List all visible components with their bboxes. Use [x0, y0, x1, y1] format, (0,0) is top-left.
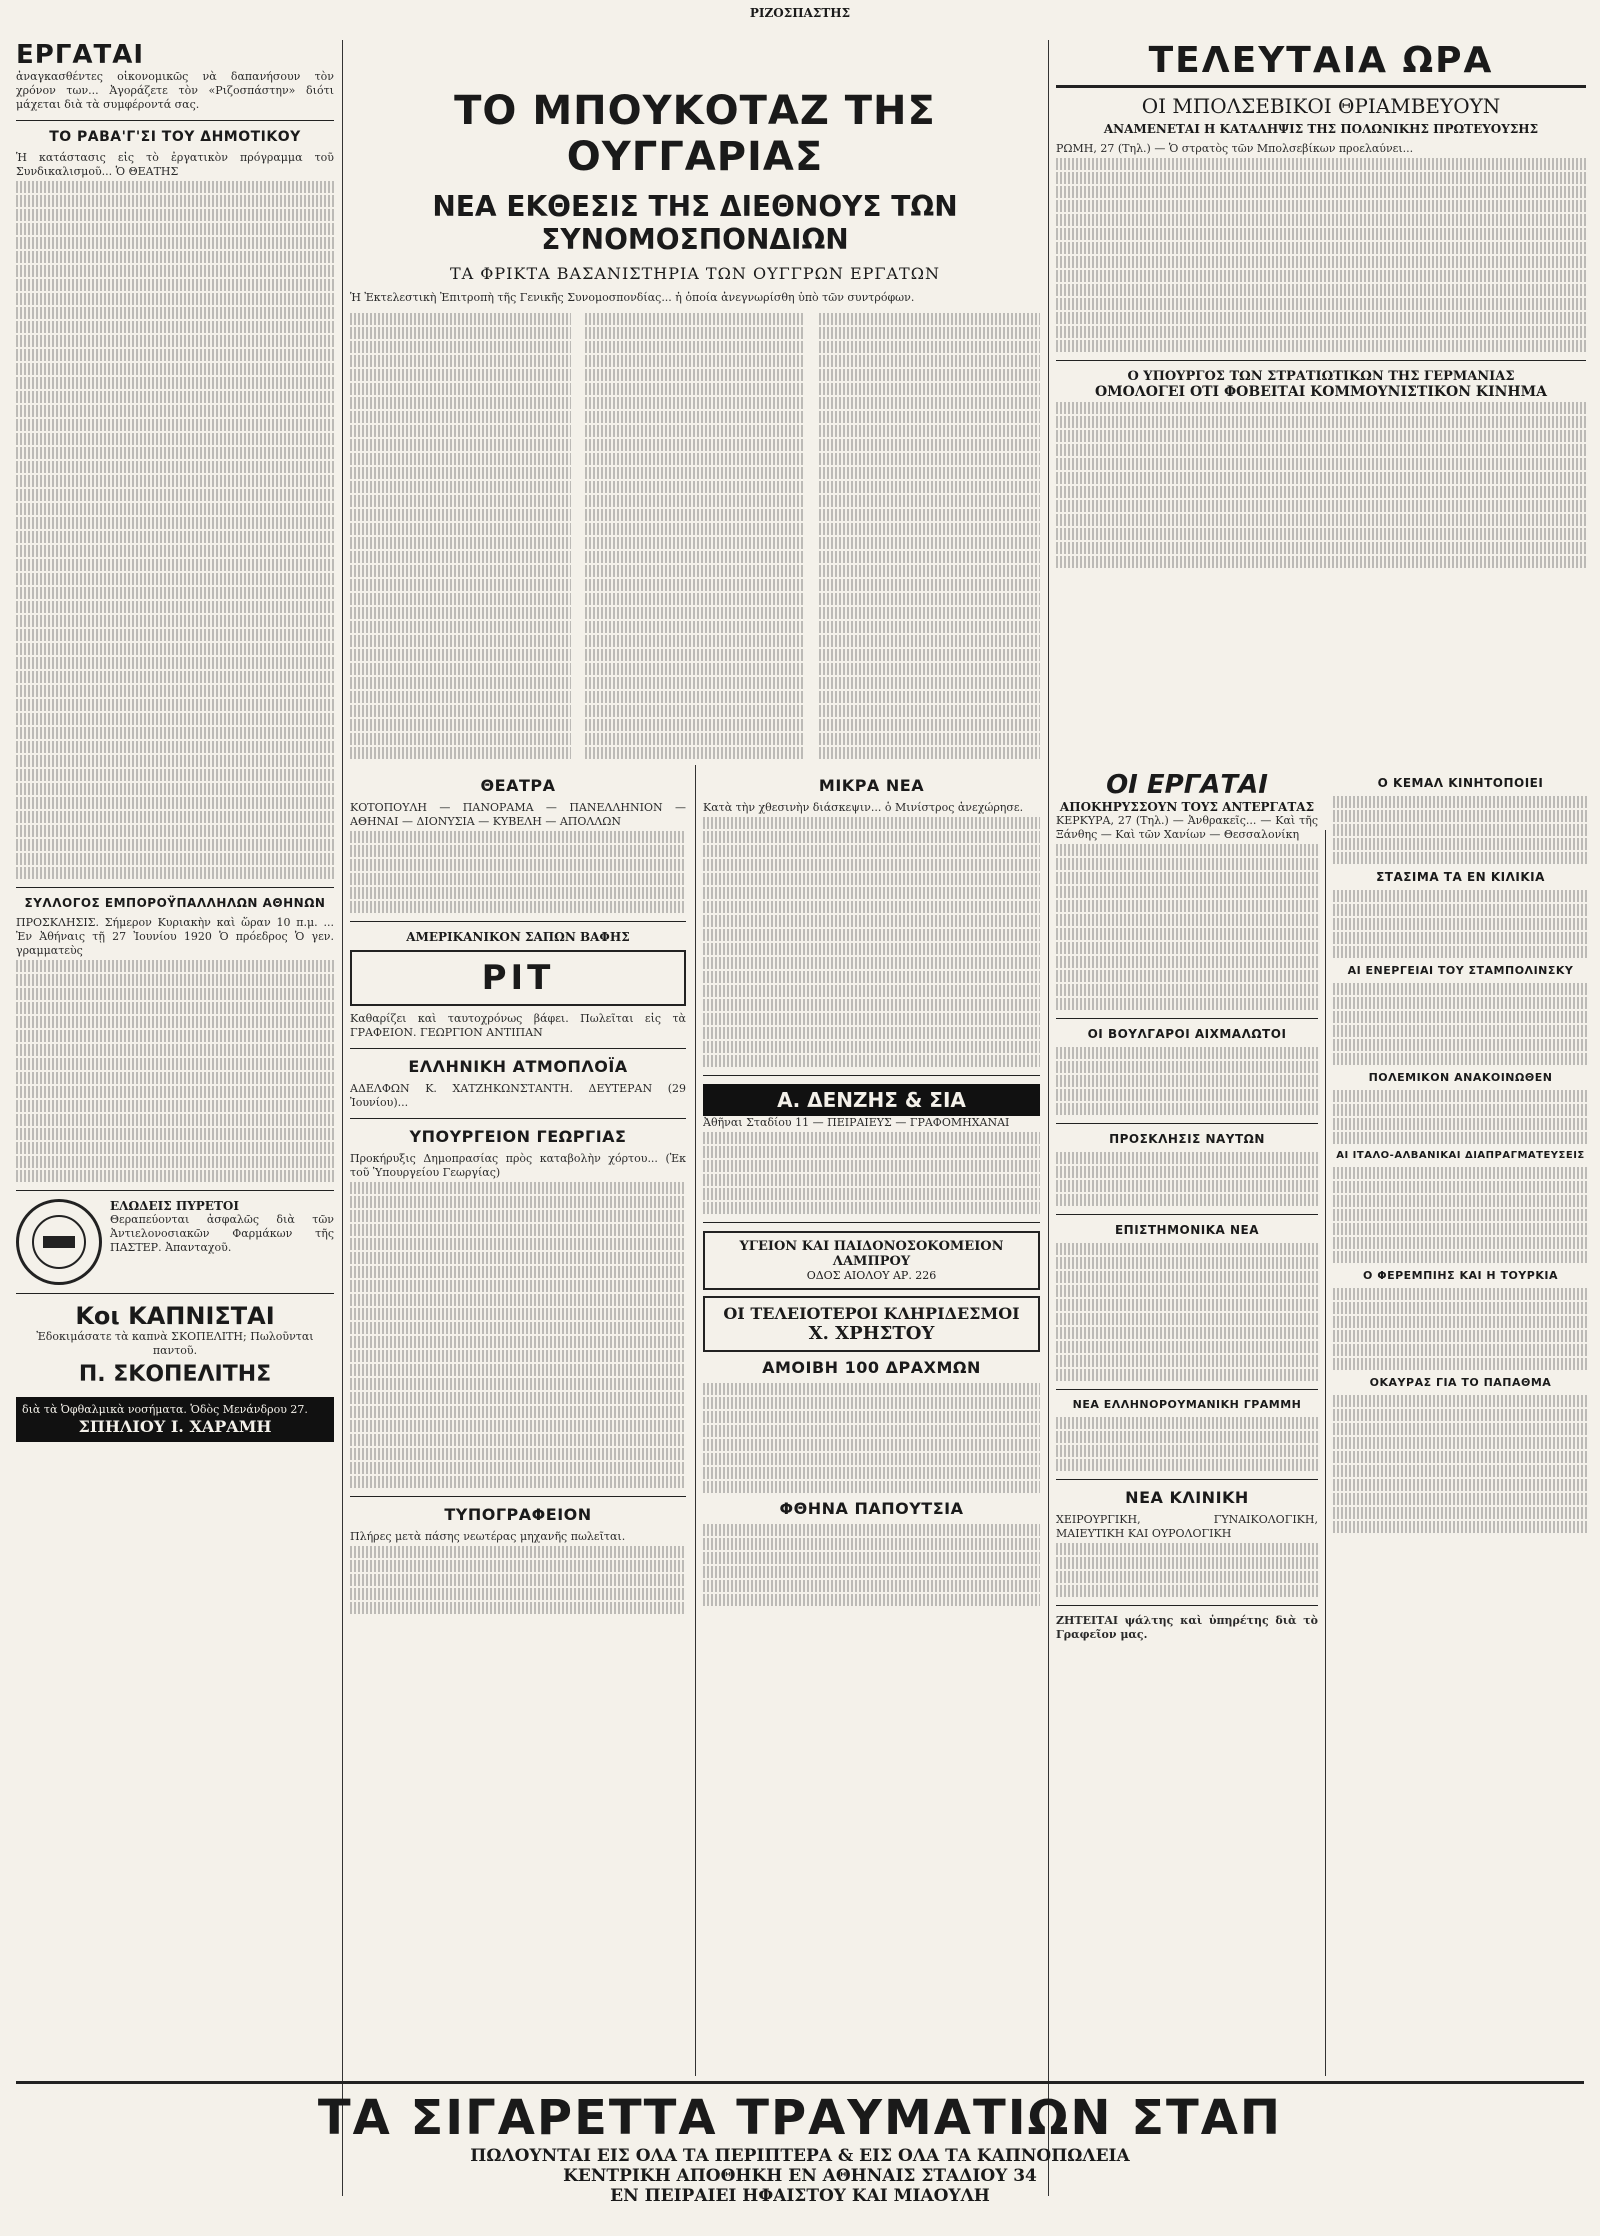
- column-4: [1056, 770, 1318, 2076]
- denizis-body: Ἀθῆναι Σταδίου 11 — ΠΕΙΡΑΙΕΥΣ — ΓΡΑΦΟΜΗΧΑΝΑΙ: [703, 1116, 1010, 1129]
- germanias-subheading: ΟΜΟΛΟΓΕΙ ΟΤΙ ΦΟΒΕΙΤΑΙ ΚΟΜΜΟΥΝΙΣΤΙΚΟΝ ΚΙΝΗΜΑ: [1094, 384, 1548, 400]
- tag-line: ΤΑ ΦΡΙΚΤΑ ΒΑΣΑΝΙΣΤΗΡΙΑ ΤΩΝ ΟΥΓΓΡΩΝ ΕΡΓΑΤΩΝ: [449, 264, 940, 283]
- headline-block: [350, 40, 1040, 760]
- footer-big-ad: ΤΑ ΣΙΓΑΡΕΤΤΑ ΤΡΑΥΜΑΤΙΩΝ ΣΤΑΠ: [317, 2090, 1283, 2146]
- ergatai-body-2: ΚΕΡΚΥΡΑ, 27 (Τηλ.) — Ἀνθρακεῖς... — Καὶ τῆς Ξάνθης — Καὶ τῶν Χανίων — Θεσσαλονίκη: [1056, 814, 1318, 841]
- kliniki-body: ΧΕΙΡΟΥΡΓΙΚΗ, ΓΥΝΑΙΚΟΛΟΓΙΚΗ, ΜΑΙΕΥΤΙΚΗ ΚΑΙ ΟΥΡΟΛΟΓΙΚΗ: [1056, 1513, 1318, 1540]
- ergatai-subheading: ΑΠΟΚΗΡΥΣΣΟΥΝ ΤΟΥΣ ΑΝΤΕΡΓΑΤΑΣ: [1059, 800, 1315, 814]
- footer-line-2: ΚΕΝΤΡΙΚΗ ΑΠΟΘΗΚΗ ΕΝ ΑΘΗΝΑΙΣ ΣΤΑΔΙΟΥ 34: [563, 2166, 1037, 2186]
- teleftaia-heading: ΤΕΛΕΥΤΑΙΑ ΩΡΑ: [1056, 40, 1586, 88]
- zitoutai-4: ΖΗΤΕΙΤΑΙ ψάλτης καὶ ὑπηρέτης διὰ τὸ Γραφεῖον μας.: [1056, 1614, 1318, 1641]
- column-3: [703, 770, 1040, 2076]
- denizis-heading: Α. ΔΕΝΖΗΣ & ΣΙΑ: [703, 1084, 1040, 1116]
- text-column: [16, 960, 334, 1182]
- mikra-nea-body: Κατὰ τὴν χθεσινὴν διάσκεψιν... ὁ Μινίστρος ἀνεχώρησε.: [703, 801, 1024, 814]
- amoivi-heading: ΑΜΟΙΒΗ 100 ΔΡΑΧΜΩΝ: [762, 1358, 981, 1377]
- bolshevikoi-body: ΡΩΜΗ, 27 (Τηλ.) — Ὁ στρατὸς τῶν Μπολσεβίκων προελαύνει...: [1056, 142, 1414, 155]
- top-article-columns: [350, 311, 1040, 760]
- spilaiou-body: διὰ τὰ Ὀφθαλμικὰ νοσήματα. Ὁδὸς Μενάνδρου 27.: [22, 1403, 308, 1416]
- pyretoi-body: Θεραπεύονται ἀσφαλῶς διὰ τῶν Ἀντιελονοσιακῶν Φαρμάκων τῆς ΠΑΣΤΕΡ. Ἀπανταχοῦ.: [110, 1213, 334, 1254]
- top-article-body: Ἡ Ἐκτελεστικὴ Ἐπιτροπὴ τῆς Γενικῆς Συνομοσπονδίας... ἡ ὁποία ἀνεγνωρίσθη ὑπὸ τῶν συντρόφων.: [350, 291, 915, 304]
- kleidia-heading: ΟΙ ΤΕΛΕΙΟΤΕΡΟΙ ΚΛΗΡΙΔΕΣΜΟΙ: [723, 1304, 1020, 1323]
- ergatai-big-heading: ΟΙ ΕΡΓΑΤΑΙ: [1106, 770, 1268, 800]
- skopelitis-name: Π. ΣΚΟΠΕΛΙΤΗΣ: [78, 1362, 272, 1387]
- amerikanikon-label: ΑΜΕΡΙΚΑΝΙΚΟΝ ΣΑΠΩΝ ΒΑΦΗΣ: [406, 930, 630, 944]
- column-1: [16, 40, 334, 2076]
- top-headline: ΤΟ ΜΠΟΥΚΟΤΑΖ ΤΗΣ ΟΥΓΓΑΡΙΑΣ: [454, 88, 936, 180]
- ferempiis-heading: Ο ΦΕΡΕΜΠΙΗΣ ΚΑΙ Η ΤΟΥΡΚΙΑ: [1363, 1269, 1558, 1282]
- theatra-body: ΚΟΤΟΠΟΥΛΗ — ΠΑΝΟΡΑΜΑ — ΠΑΝΕΛΛΗΝΙΟΝ — ΑΘΗΝΑΙ — ΔΙΟΝΥΣΙΑ — ΚΥΒΕΛΗ — ΑΠΟΛΛΩΝ: [350, 801, 686, 828]
- georgias-heading: ΥΠΟΥΡΓΕΙΟΝ ΓΕΩΡΓΙΑΣ: [409, 1127, 627, 1146]
- kemal-heading: Ο ΚΕΜΑΛ ΚΙΝΗΤΟΠΟΙΕΙ: [1377, 776, 1544, 790]
- bolshevikoi-subheading: ΑΝΑΜΕΝΕΤΑΙ Η ΚΑΤΑΛΗΨΙΣ ΤΗΣ ΠΟΛΩΝΙΚΗΣ ΠΡΩΤΕΥΟΥΣΗΣ: [1103, 122, 1539, 136]
- typografeion-body: Πλήρες μετὰ πάσης νεωτέρας μηχανῆς πωλεῖται.: [350, 1530, 626, 1543]
- fthina-heading: ΦΘΗΝΑ ΠΑΠΟΥΤΣΙΑ: [779, 1499, 964, 1518]
- georgias-body: Προκήρυξις Δημοπρασίας πρὸς καταβολὴν χόρτου... (Ἐκ τοῦ Ὑπουργείου Γεωργίας): [350, 1152, 686, 1179]
- naftes-heading: ΠΡΟΣΚΛΗΣΙΣ ΝΑΥΤΩΝ: [1109, 1132, 1265, 1146]
- rit-brand: ΡΙΤ: [350, 950, 686, 1006]
- column-2: [350, 770, 686, 2076]
- text-column: [16, 181, 334, 879]
- spilaiou-ad: [16, 1397, 334, 1442]
- anakoinosis-heading: ΠΟΛΕΜΙΚΟΝ ΑΝΑΚΟΙΝΩΘΕΝ: [1368, 1071, 1553, 1084]
- atmoploia-heading: ΕΛΛΗΝΙΚΗ ΑΤΜΟΠΛΟΪΑ: [408, 1057, 628, 1076]
- footer-line-3: ΕΝ ΠΕΙΡΑΙΕΙ ΗΦΑΙΣΤΟΥ ΚΑΙ ΜΙΑΟΥΛΗ: [610, 2186, 990, 2206]
- sub-headline: ΝΕΑ ΕΚΘΕΣΙΣ ΤΗΣ ΔΙΕΘΝΟΥΣ ΤΩΝ ΣΥΝΟΜΟΣΠΟΝΔΙΩΝ: [432, 190, 958, 256]
- christou-name: Χ. ΧΡΗΣΤΟΥ: [808, 1323, 935, 1344]
- stasima-heading: ΣΤΑΣΙΜΑ ΤΑ ΕΝ ΚΙΛΙΚΙΑ: [1376, 870, 1545, 884]
- atmoploia-body: ΑΔΕΛΦΩΝ Κ. ΧΑΤΖΗΚΩΝΣΤΑΝΤΗ. ΔΕΥΤΕΡΑΝ (29 Ἰουνίου)...: [350, 1082, 686, 1109]
- kapnistai-body: Ἐδοκιμάσατε τὰ καπνὰ ΣΚΟΠΕΛΙΤΗ; Πωλοῦνται παντοῦ.: [36, 1330, 314, 1357]
- grammi-heading: ΝΕΑ ΕΛΛΗΝΟΡΟΥΜΑΝΙΚΗ ΓΡΑΜΜΗ: [1072, 1398, 1302, 1411]
- aichmalotoi-heading: ΟΙ ΒΟΥΛΓΑΡΟΙ ΑΙΧΜΑΛΩΤΟΙ: [1087, 1027, 1287, 1041]
- footer-line-1: ΠΩΛΟΥΝΤΑΙ ΕΙΣ ΟΛΑ ΤΑ ΠΕΡΙΠΤΕΡΑ & ΕΙΣ ΟΛΑ ΤΑ ΚΑΠΝΟΠΩΛΕΙΑ: [470, 2146, 1130, 2166]
- column-5a: [1333, 770, 1588, 2076]
- epistimonika-heading: ΕΠΙΣΤΗΜΟΝΙΚΑ ΝΕΑ: [1114, 1223, 1260, 1237]
- rit-body: Καθαρίζει καὶ ταυτοχρόνως βάφει. Πωλεῖται εἰς τὰ ΓΡΑΦΕΙΟΝ. ΓΕΩΡΓΙΟΝ ΑΝΤΙΠΑΝ: [350, 1012, 686, 1039]
- running-head: [720, 6, 880, 20]
- lampros-heading: ΥΓΕΙΟΝ ΚΑΙ ΠΑΙΔΟΝΟΣΟΚΟΜΕΙΟΝ ΛΑΜΠΡΟΥ: [739, 1239, 1004, 1269]
- syllogos-body: ΠΡΟΣΚΛΗΣΙΣ. Σήμερον Κυριακὴν καὶ ὥραν 10 π.μ. ... Ἐν Ἀθήναις τῇ 27 Ἰουνίου 1920 Ὁ πρόεδρος Ὁ γεν. γραμματεὺς: [16, 916, 334, 957]
- mikra-nea-heading: ΜΙΚΡΑ ΝΕΑ: [818, 776, 925, 795]
- typografeion-heading: ΤΥΠΟΓΡΑΦΕΙΟΝ: [444, 1505, 592, 1524]
- stambolinski-heading: ΑΙ ΕΝΕΡΓΕΙΑΙ ΤΟΥ ΣΤΑΜΠΟΛΙΝΣΚΥ: [1347, 964, 1574, 977]
- syllogos-title: ΣΥΛΛΟΓΟΣ ΕΜΠΟΡΟΫΠΑΛΛΗΛΩΝ ΑΘΗΝΩΝ: [24, 896, 326, 910]
- rabagi-body: Ἡ κατάστασις εἰς τὸ ἐργατικὸν πρόγραμμα τοῦ Συνδικαλισμοῦ... Ὁ ΘΕΑΤΗΣ: [16, 151, 334, 178]
- seal-icon: [16, 1199, 102, 1285]
- lampros-address: ΟΔΟΣ ΑΙΟΛΟΥ ΑΡ. 226: [806, 1269, 937, 1282]
- spilaiou-name: ΣΠΗΛΙΟΥ Ι. ΧΑΡΑΜΗ: [78, 1417, 272, 1436]
- germanias-heading: Ο ΥΠΟΥΡΓΟΣ ΤΩΝ ΣΤΡΑΤΙΩΤΙΚΩΝ ΤΗΣ ΓΕΡΜΑΝΙΑΣ: [1127, 369, 1515, 384]
- kapnistai-heading: Κοι ΚΑΠΝΙΣΤΑΙ: [75, 1302, 275, 1330]
- pyretoi-heading: ΕΛΩΔΕΙΣ ΠΥΡΕΤΟΙ: [110, 1199, 239, 1213]
- paper-name: ΡΙΖΟΣΠΑΣΤΗΣ: [749, 6, 851, 20]
- rabagi-title: ΤΟ ΡΑΒΑ'Γ'ΣΙ ΤΟΥ ΔΗΜΟΤΙΚΟΥ: [49, 129, 301, 145]
- theatra-heading: ΘΕΑΤΡΑ: [480, 776, 556, 795]
- ergatai-body: ἀναγκασθέντες οἰκονομικῶς νὰ δαπανήσουν τὸν χρόνον των... Ἀγοράζετε τὸν «Ριζοσπάστην» διότι μάχεται διὰ τὰ συμφέροντά σας.: [16, 70, 334, 111]
- ital-heading: ΑΙ ΙΤΑΛΟ-ΑΛΒΑΝΙΚΑΙ ΔΙΑΠΡΑΓΜΑΤΕΥΣΕΙΣ: [1336, 1150, 1585, 1161]
- bolshevikoi-heading: ΟΙ ΜΠΟΛΣΕΒΙΚΟΙ ΘΡΙΑΜΒΕΥΟΥΝ: [1141, 94, 1501, 118]
- column-5: [1056, 40, 1586, 760]
- kliniki-heading: ΝΕΑ ΚΛΙΝΙΚΗ: [1125, 1488, 1249, 1507]
- footer-ad: [16, 2081, 1584, 2212]
- ergatai-heading: ΕΡΓΑΤΑΙ: [16, 40, 145, 70]
- okaira-heading: ΟΚΑΥΡΑΣ ΓΙΑ ΤΟ ΠΑΠΑΘΜΑ: [1369, 1376, 1552, 1389]
- pyretoi-ad: [16, 1199, 334, 1285]
